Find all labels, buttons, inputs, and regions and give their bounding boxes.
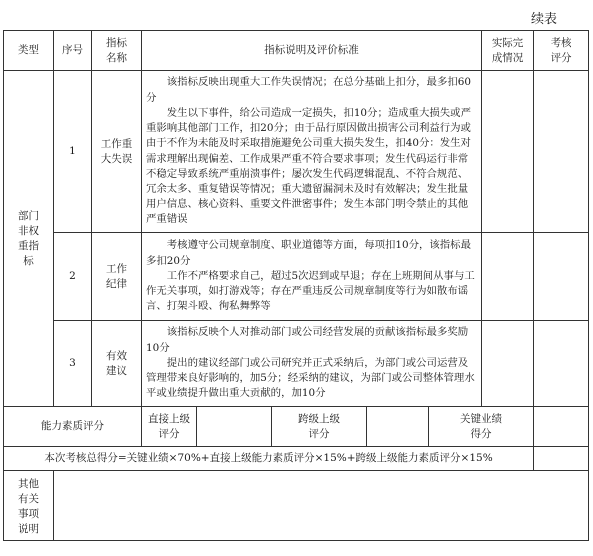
- continued-label: 续表: [530, 12, 557, 27]
- row-seq: 3: [54, 321, 92, 407]
- skip-superior-label: 跨级上级 评分: [272, 407, 367, 447]
- row-seq: 2: [54, 233, 92, 321]
- other-notes-row: [4, 471, 589, 541]
- table-row: [4, 71, 589, 233]
- actual-cell[interactable]: [482, 233, 534, 321]
- category-cell: 部门 非权 重指 标: [4, 71, 54, 407]
- other-notes-label: 其他 有关 事项 说明: [4, 471, 54, 541]
- row-name: 有效 建议: [92, 321, 142, 407]
- formula-row: [4, 447, 589, 471]
- kpi-score[interactable]: [534, 407, 589, 447]
- row-name: 工作重 大失误: [92, 71, 142, 233]
- table-row: [4, 233, 589, 321]
- other-notes-content[interactable]: [54, 471, 589, 541]
- header-actual: 实际完 成情况: [482, 31, 534, 71]
- direct-superior-score[interactable]: [197, 407, 272, 447]
- kpi-label: 关键业绩 得分: [429, 407, 534, 447]
- skip-superior-score[interactable]: [367, 407, 429, 447]
- total-score-cell[interactable]: [534, 447, 589, 471]
- header-row: [4, 31, 589, 71]
- ability-row: [4, 407, 589, 447]
- direct-superior-label: 直接上级 评分: [142, 407, 197, 447]
- row-description: 该指标反映出现重大工作失误情况；在总分基础上扣分，最多扣60分 发生以下事件，给公司造成一定损失，扣10分；造成重大损失或严重影响其他部门工作，扣20分；由于品行原因做出损害公司利益行为或由于不作为未能及时采取措施避免公司重大损失发生，扣40分：发生对需求理解出现偏差、工作成果严重不符合要求事项；发生代码运行非常不稳定导致系统严重崩溃事件；屡次发生代码逻辑混乱、不符合规范、冗余太多、重复错误等情况；重大遗留漏洞未及时有效解决；发生批量用户信息、核心资料、重要文件泄密事件；发生本部门明令禁止的其他严重错误: [142, 71, 482, 233]
- row-name: 工作 纪律: [92, 233, 142, 321]
- actual-cell[interactable]: [482, 71, 534, 233]
- actual-cell[interactable]: [482, 321, 534, 407]
- header-desc: 指标说明及评价标准: [142, 31, 482, 71]
- header-name: 指标 名称: [92, 31, 142, 71]
- ability-label: 能力素质评分: [4, 407, 142, 447]
- evaluation-table: [3, 30, 589, 541]
- score-cell[interactable]: [534, 71, 589, 233]
- header-type: 类型: [4, 31, 54, 71]
- score-cell[interactable]: [534, 321, 589, 407]
- header-seq: 序号: [54, 31, 92, 71]
- row-description: 该指标反映个人对推动部门或公司经营发展的贡献该指标最多奖励10分 提出的建议经部门或公司研究并正式采纳后，为部门或公司运营及管理带来良好影响的，加5分；经采纳的建议，为部门或公司整体管理水平或业绩提升做出重大贡献的，加10分: [142, 321, 482, 407]
- score-cell[interactable]: [534, 233, 589, 321]
- row-seq: 1: [54, 71, 92, 233]
- total-score-formula: 本次考核总得分=关键业绩×70%+直接上级能力素质评分×15%+跨级上级能力素质评分×15%: [4, 447, 534, 471]
- table-row: [4, 321, 589, 407]
- row-description: 考核遵守公司规章制度、职业道德等方面，每项扣10分，该指标最多扣20分 工作不严格要求自己，超过5次迟到或早退；存在上班期间从事与工作无关事项，如打游戏等；存在严重违反公司规章制度等行为如散布谣言、打架斗殴、徇私舞弊等: [142, 233, 482, 321]
- header-score: 考核 评分: [534, 31, 589, 71]
